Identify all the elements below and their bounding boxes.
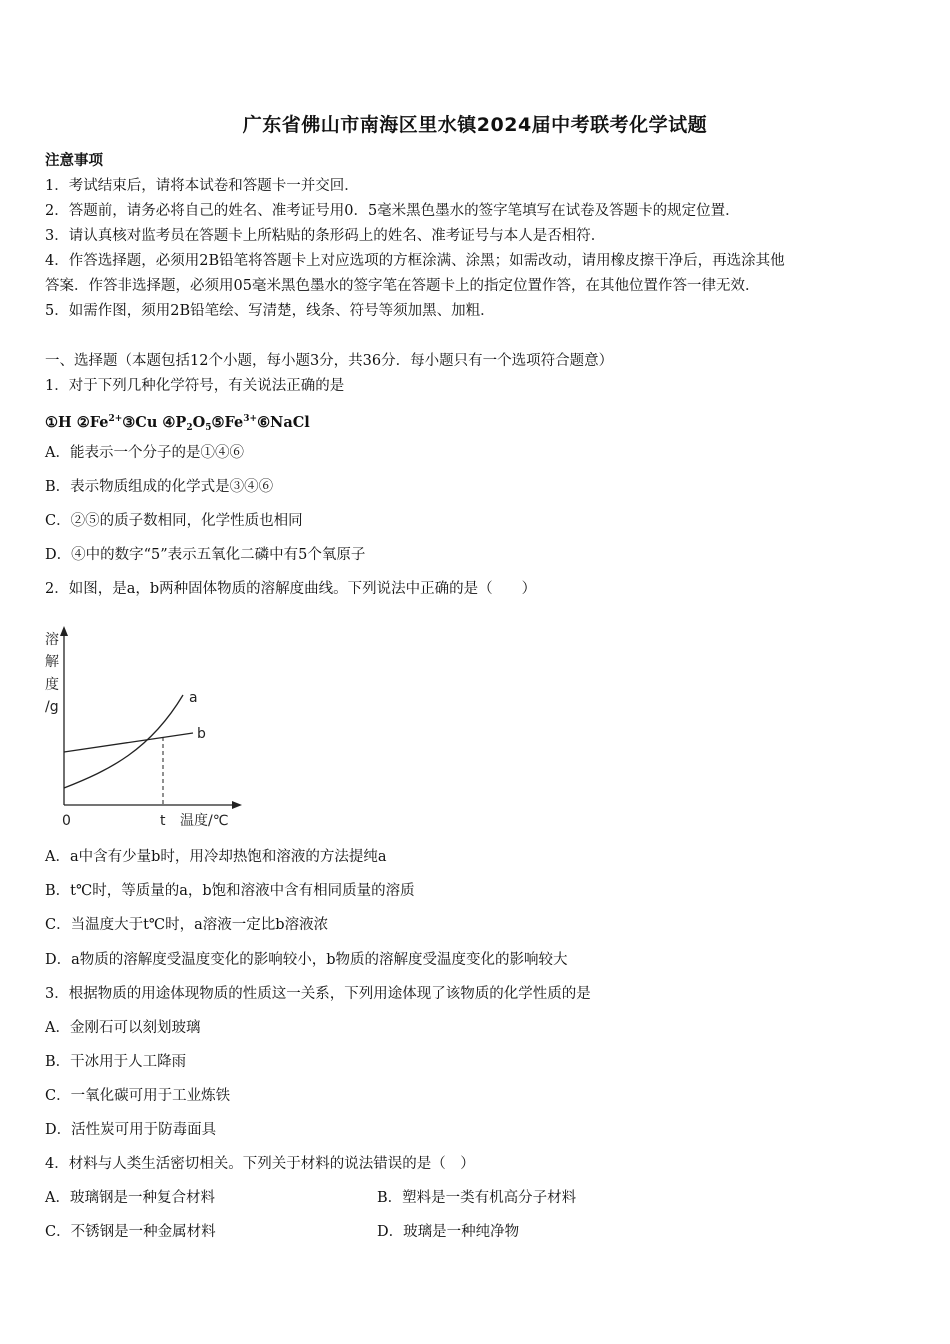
notice-item: 4．作答选择题，必须用2B铅笔将答题卡上对应选项的方框涂满、涂黑；如需改动，请用橡皮擦干净后，再选涂其他 bbox=[45, 253, 785, 269]
x-axis-label: 温度/℃ bbox=[180, 813, 229, 829]
question-2-stem: 2．如图，是a，b两种固体物质的溶解度曲线。下列说法中正确的是（ ） bbox=[45, 581, 537, 597]
curve-a-label: a bbox=[189, 690, 198, 706]
question-3-option-c: C．一氧化碳可用于工业炼铁 bbox=[45, 1088, 231, 1104]
curve-a bbox=[64, 695, 183, 788]
question-2-option-b: B．t℃时，等质量的a，b饱和溶液中含有相同质量的溶质 bbox=[45, 883, 415, 899]
question-3-option-d: D．活性炭可用于防毒面具 bbox=[45, 1122, 217, 1138]
symbol-text: O bbox=[192, 414, 206, 431]
symbol-superscript: 2+ bbox=[108, 414, 123, 424]
symbol-subscript: 2 bbox=[186, 423, 193, 433]
question-4-stem: 4．材料与人类生活密切相关。下列关于材料的说法错误的是（ ） bbox=[45, 1156, 475, 1172]
notice-item: 答案．作答非选择题，必须用05毫米黑色墨水的签字笔在答题卡上的指定位置作答，在其他位置作答一律无效． bbox=[45, 278, 760, 294]
y-label-char: 解 bbox=[45, 654, 59, 670]
question-2-option-a: A．a中含有少量b时，用冷却热饱和溶液的方法提纯a bbox=[45, 849, 387, 865]
question-3-stem: 3．根据物质的用途体现物质的性质这一关系，下列用途体现了该物质的化学性质的是 bbox=[45, 986, 591, 1002]
question-4-option-b: B．塑料是一类有机高分子材料 bbox=[377, 1190, 577, 1206]
notice-item: 5．如需作图，须用2B铅笔绘、写清楚，线条、符号等须加黑、加粗． bbox=[45, 303, 495, 319]
question-2-option-c: C．当温度大于t℃时，a溶液一定比b溶液浓 bbox=[45, 917, 329, 933]
question-1-option-c: C．②⑤的质子数相同，化学性质也相同 bbox=[45, 513, 303, 529]
question-2-option-d: D．a物质的溶解度受温度变化的影响较小，b物质的溶解度受温度变化的影响较大 bbox=[45, 952, 568, 968]
y-axis-arrow bbox=[60, 626, 68, 636]
question-4-option-d: D．玻璃是一种纯净物 bbox=[377, 1224, 520, 1240]
question-1-stem: 1．对于下列几种化学符号，有关说法正确的是 bbox=[45, 378, 345, 394]
symbol-text: ⑤Fe bbox=[211, 414, 244, 431]
symbol-subscript: 5 bbox=[205, 423, 212, 433]
question-1-option-b: B．表示物质组成的化学式是③④⑥ bbox=[45, 479, 274, 495]
y-label-char: 度 bbox=[45, 677, 59, 693]
notice-item: 3．请认真核对监考员在答题卡上所粘贴的条形码上的姓名、准考证号与本人是否相符． bbox=[45, 228, 606, 244]
symbol-text: ⑥NaCl bbox=[257, 414, 310, 431]
notice-item: 1．考试结束后，请将本试卷和答题卡一并交回． bbox=[45, 178, 359, 194]
question-4-option-a: A．玻璃钢是一种复合材料 bbox=[45, 1190, 215, 1206]
symbol-text: ③Cu ④P bbox=[122, 414, 187, 431]
page-title: 广东省佛山市南海区里水镇2024届中考联考化学试题 bbox=[242, 114, 708, 136]
curve-b bbox=[64, 733, 193, 752]
curve-b-label: b bbox=[197, 726, 206, 742]
symbol-text: ①H ②Fe bbox=[45, 414, 109, 431]
question-3-option-b: B．干冰用于人工降雨 bbox=[45, 1054, 187, 1070]
notice-heading: 注意事项 bbox=[45, 152, 103, 169]
t-label: t bbox=[160, 813, 166, 829]
question-4-option-c: C．不锈钢是一种金属材料 bbox=[45, 1224, 216, 1240]
origin-label: 0 bbox=[62, 813, 71, 829]
y-label-char: 溶 bbox=[45, 632, 59, 648]
x-axis-arrow bbox=[232, 801, 242, 809]
question-1-option-a: A．能表示一个分子的是①④⑥ bbox=[45, 445, 244, 461]
question-3-option-a: A．金刚石可以刻划玻璃 bbox=[45, 1020, 201, 1036]
y-label-char: /g bbox=[45, 699, 59, 715]
question-1-symbols bbox=[45, 409, 310, 438]
symbol-superscript: 3+ bbox=[243, 414, 258, 424]
question-1-option-d: D．④中的数字“5”表示五氧化二磷中有5个氧原子 bbox=[45, 547, 366, 563]
section-header: 一、选择题（本题包括12个小题，每小题3分，共36分．每小题只有一个选项符合题意） bbox=[45, 353, 614, 369]
notice-item: 2．答题前，请务必将自己的姓名、准考证号用0．5毫米黑色墨水的签字笔填写在试卷及答题卡的规定位置． bbox=[45, 203, 740, 219]
solubility-curve-figure bbox=[40, 620, 260, 835]
